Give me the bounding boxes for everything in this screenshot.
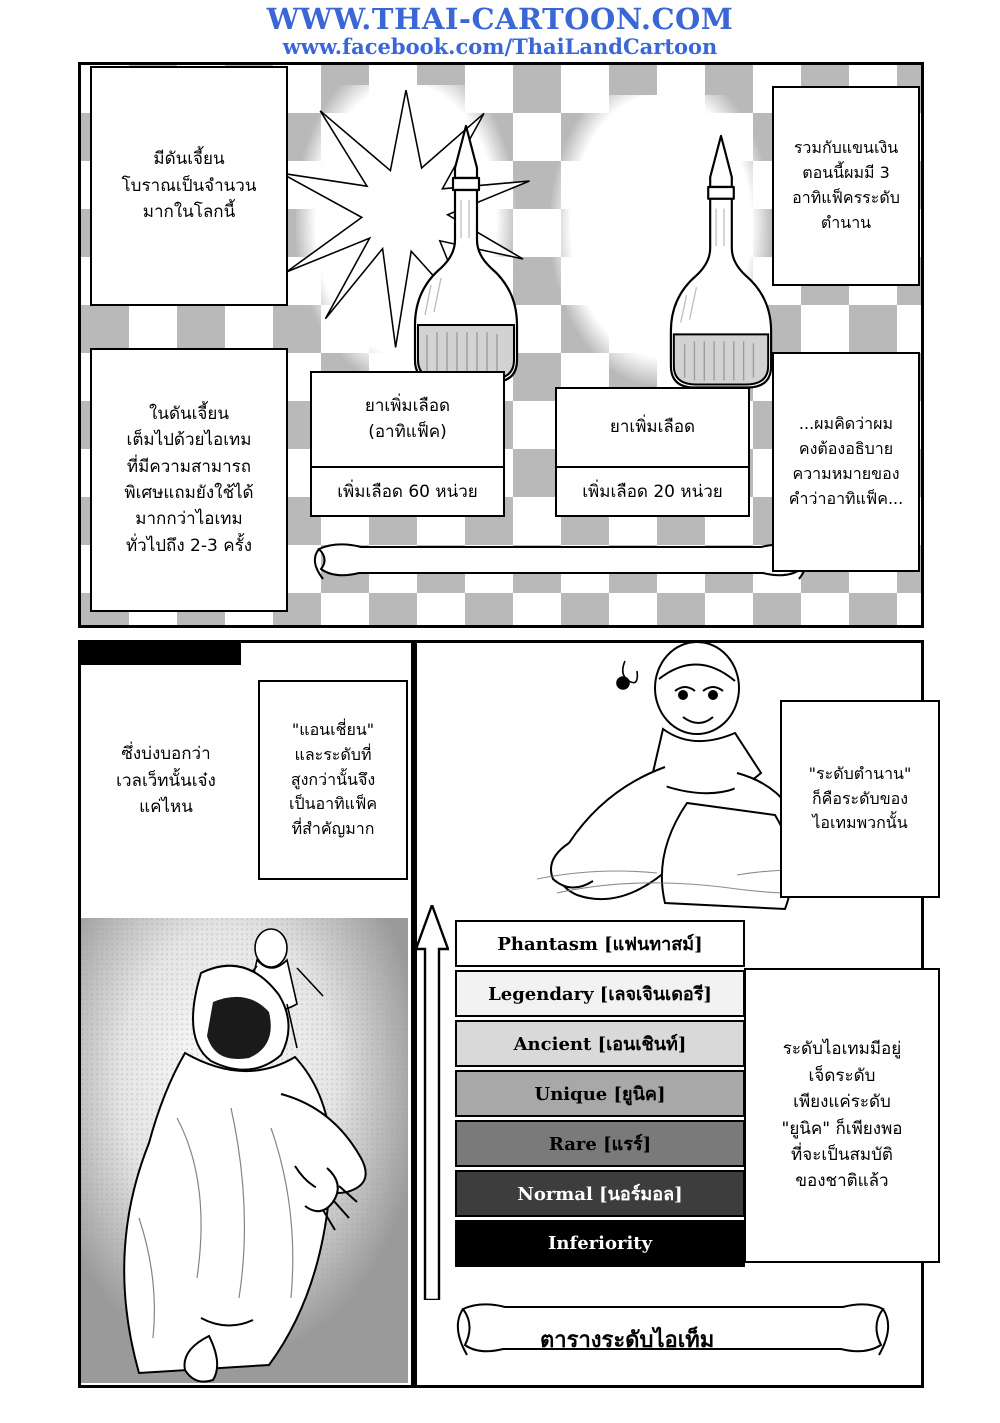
item-title-line: ยาเพิ่มเลือด [364, 396, 451, 416]
bubble-line: ...ผมคิดว่าผม [798, 414, 894, 434]
bubble-line: และระดับที่ [294, 744, 372, 764]
bubble-seven-ranks [744, 968, 940, 1263]
bubble-line: รวมกับแขนเงิน [793, 138, 899, 158]
item-title-line: ยาเพิ่มเลือด [609, 416, 696, 437]
cloaked-figure-illustration [81, 918, 408, 1383]
item-card-effect: เพิ่มเลือด 20 หน่วย [582, 482, 723, 502]
rank-label: Ancient [เอนเชินท์] [513, 1034, 687, 1055]
rank-direction-arrow-icon [415, 905, 449, 1300]
bubble-velvet-cool [86, 716, 246, 846]
rank-label: Legendary [เลจเจินเดอรี] [488, 984, 712, 1005]
bubble-ancient-importance [258, 680, 408, 880]
bubble-line: เวลเว็ทนั้นเจ๋ง [116, 770, 216, 791]
bubble-line: คงต้องอธิบาย [798, 439, 894, 459]
rank-label: Rare [แรร์] [548, 1134, 652, 1155]
bubble-dungeon-items [90, 348, 288, 612]
bubble-line: ไอเทมพวกนั้น [812, 813, 908, 833]
bubble-line: ทั่วไปถึง 2-3 ครั้ง [125, 535, 253, 556]
bubble-line: อาทิแฟ็ครระดับ [792, 188, 900, 207]
item-rank-table [455, 920, 745, 1270]
bubble-dungeon-intro [90, 66, 288, 306]
bubble-line: มากกว่าไอเทม [135, 509, 243, 530]
bubble-line: ความหมายของ [792, 464, 900, 483]
bubble-line: ตำนาน [820, 212, 872, 232]
bubble-line: เพียงแค่ระดับ [793, 1092, 891, 1113]
bubble-line: โบราณเป็นจำนวน [121, 175, 257, 196]
bubble-line: สูงกว่านั้นจึง [290, 769, 376, 789]
bubble-line: ซึ่งบ่งบอกว่า [121, 744, 211, 765]
item-card-title [312, 373, 503, 466]
bubble-line: "ระดับตำนาน" [808, 763, 912, 783]
item-card-normal-potion [555, 387, 750, 517]
rank-label: Phantasm [แฟนทาสม์] [497, 934, 703, 955]
bubble-line: ในดันเจี้ยน [149, 403, 229, 424]
watermark-facebook: www.facebook.com/ThaiLandCartoon [282, 34, 718, 59]
rank-row [455, 1070, 745, 1117]
rank-row [455, 920, 745, 967]
bubble-legendary-rank [780, 700, 940, 898]
bubble-line: มากในโลกนี้ [142, 202, 236, 223]
bubble-three-legendary [772, 86, 920, 286]
bubble-line: ตอนนี้ผมมี 3 [802, 163, 890, 183]
rank-row [455, 1120, 745, 1167]
rank-row [455, 970, 745, 1017]
bubble-line: ของชาติแล้ว [795, 1171, 889, 1192]
bubble-explain-artifact [772, 352, 920, 572]
rank-label: Normal [นอร์มอล] [517, 1184, 683, 1205]
rank-label: Inferiority [547, 1233, 653, 1254]
item-card-effect: เพิ่มเลือด 60 หน่วย [337, 482, 478, 502]
bubble-line: แค่ไหน [139, 797, 193, 818]
bubble-line: ก็คือระดับของ [811, 788, 909, 808]
bubble-line: ที่จะเป็นสมบัติ [791, 1144, 893, 1165]
watermark-site: WWW.THAI-CARTOON.COM [266, 2, 734, 36]
item-title-line: (อาทิแฟ็ค) [368, 421, 447, 442]
panel-corner-tab [81, 643, 241, 665]
item-card-artifact-potion [310, 371, 505, 517]
bubble-line: เจ็ดระดับ [808, 1065, 876, 1086]
potion-flask-artifact [401, 120, 531, 410]
potion-flask-normal [656, 130, 786, 415]
rank-table-caption: ตารางระดับไอเท็ม [540, 1328, 715, 1353]
scroll-banner-top-panel [301, 535, 821, 605]
rank-row [455, 1170, 745, 1217]
bubble-line: มีดันเจี้ยน [153, 149, 225, 170]
rank-row [455, 1020, 745, 1067]
bubble-line: ที่สำคัญมาก [291, 819, 375, 839]
watermark [0, 2, 1000, 59]
bubble-line: พิเศษแถมยังใช้ได้ [124, 483, 254, 503]
bubble-line: "แอนเชี่ยน" [291, 720, 375, 739]
bubble-line: เป็นอาทิแฟ็ค [288, 794, 378, 814]
bubble-line: เต็มไปด้วยไอเทม [126, 430, 252, 451]
item-card-title [557, 389, 748, 466]
bubble-line: ที่มีความสามารถ [126, 456, 252, 477]
rank-row [455, 1220, 745, 1267]
bubble-line: "ยูนิค" ก็เพียงพอ [781, 1118, 903, 1139]
rank-label: Unique [ยูนิค] [534, 1084, 666, 1105]
bubble-line: คำว่าอาทิแฟ็ค... [788, 488, 904, 508]
bubble-line: ระดับไอเทมมีอยู่ [782, 1039, 902, 1060]
